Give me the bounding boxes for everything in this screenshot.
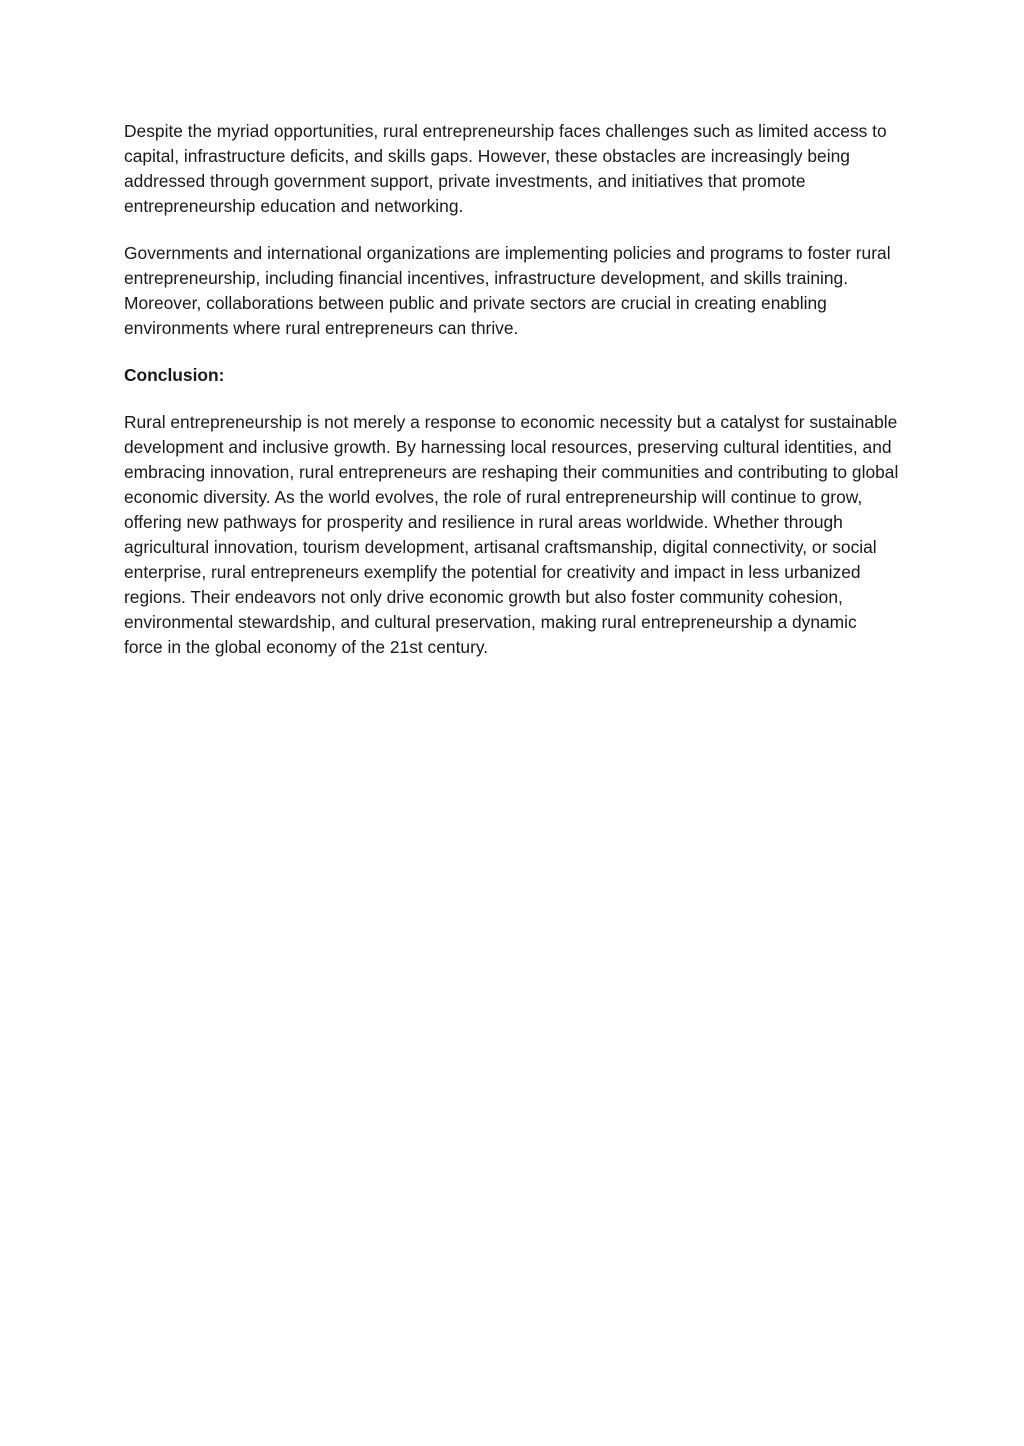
document-body [124,119,900,682]
paragraph-policies: Governments and international organizations are implementing policies and programs to foster rural entrepreneurship, including financial incentives, infrastructure development, and skills training. Moreover, collaborations between public and private sectors are crucial in creating enabling environments where rural entrepreneurs can thrive. [124,243,891,338]
paragraph-challenges: Despite the myriad opportunities, rural entrepreneurship faces challenges such as limited access to capital, infrastructure deficits, and skills gaps. However, these obstacles are increasingly being addressed through government support, private investments, and initiatives that promote entrepreneurship education and networking. [124,121,887,216]
conclusion-heading: Conclusion: [124,365,225,385]
paragraph-conclusion: Rural entrepreneurship is not merely a response to economic necessity but a catalyst for sustainable development and inclusive growth. By harnessing local resources, preserving cultural identities, and embracing innovation, rural entrepreneurs are reshaping their communities and contributing to global economic diversity. As the world evolves, the role of rural entrepreneurship will continue to grow, offering new pathways for prosperity and resilience in rural areas worldwide. Whether through agricultural innovation, tourism development, artisanal craftsmanship, digital connectivity, or social enterprise, rural entrepreneurs exemplify the potential for creativity and impact in less urbanized regions. Their endeavors not only drive economic growth but also foster community cohesion, environmental stewardship, and cultural preservation, making rural entrepreneurship a dynamic force in the global economy of the 21st century. [124,412,899,657]
